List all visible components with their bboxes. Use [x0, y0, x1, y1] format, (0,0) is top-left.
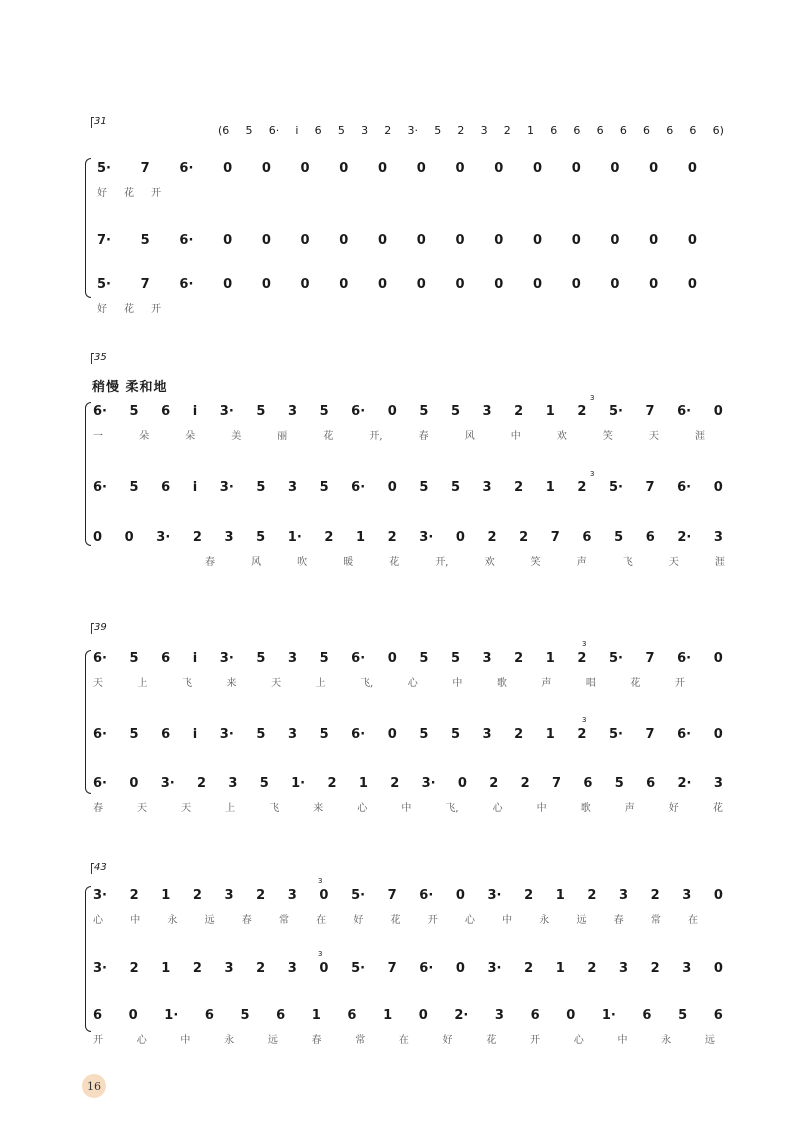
voice-notes: 6 0 1· 6 5 6 1 6 1 0 2· 3 6 0 1· 6 5 6: [93, 1007, 723, 1023]
voice-notes: 6· 5 6 i 3· 5 3 5 6· 0 5 5 3 2 1 2 5· 7 6· 0: [93, 650, 723, 666]
voice-notes: 6· 0 3· 2 3 5 1· 2 1 2 3· 0 2 2 7 6 5 6 2· 3: [93, 775, 723, 791]
voice-notes: 7· 5 6· 0 0 0 0 0 0 0 0 0 0 0 0 0: [97, 232, 697, 248]
measure-number: 31: [94, 116, 107, 127]
voice-lyric: 好 花 开: [97, 303, 161, 315]
page-number: 16: [82, 1074, 106, 1098]
system-brace: [85, 158, 91, 298]
voice-notes: 5· 7 6· 0 0 0 0 0 0 0 0 0 0 0 0 0: [97, 276, 697, 292]
voice-notes: 5· 7 6· 0 0 0 0 0 0 0 0 0 0 0 0 0: [97, 160, 697, 176]
voice-notes: 3· 2 1 2 3 2 3 0 5· 7 6· 0 3· 2 1 2 3 2 3 0: [93, 887, 723, 903]
measure-number: 35: [94, 352, 107, 363]
measure-number: 39: [94, 622, 107, 633]
octave-mark: 3: [318, 950, 323, 958]
voice-notes: 0 0 3· 2 3 5 1· 2 1 2 3· 0 2 2 7 6 5 6 2· 3: [93, 529, 723, 545]
voice-lyric: 天 上 飞 来 天 上 飞, 心 中 歌 声 唱 花 开: [93, 677, 685, 689]
voice-lyric: 春 天 天 上 飞 来 心 中 飞, 心 中 歌 声 好 花: [93, 802, 723, 814]
voice-lyric: 好 花 开: [97, 187, 161, 199]
system-brace: [85, 402, 91, 546]
voice-lyric: 一 朵 朵 美 丽 花 开, 春 风 中 欢 笑 天 涯: [93, 430, 705, 442]
voice-notes: 6· 5 6 i 3· 5 3 5 6· 0 5 5 3 2 1 2 5· 7 6· 0: [93, 479, 723, 495]
tempo-marking: 稍慢 柔和地: [92, 380, 168, 395]
instrumental-intro: (6 5 6· i 6 5 3 2 3· 5 2 3 2 1 6 6 6 6 6 6 6 6): [218, 123, 724, 137]
system-brace: [85, 886, 91, 1032]
voice-notes: 6· 5 6 i 3· 5 3 5 6· 0 5 5 3 2 1 2 5· 7 6· 0: [93, 726, 723, 742]
voice-lyric: 开 心 中 永 远 春 常 在 好 花 开 心 中 永 远: [93, 1034, 715, 1046]
voice-notes: 3· 2 1 2 3 2 3 0 5· 7 6· 0 3· 2 1 2 3 2 3 0: [93, 960, 723, 976]
measure-number: 43: [94, 862, 107, 873]
octave-mark: 3: [318, 877, 323, 885]
octave-mark: 3: [590, 394, 595, 402]
voice-notes: 6· 5 6 i 3· 5 3 5 6· 0 5 5 3 2 1 2 5· 7 6· 0: [93, 403, 723, 419]
octave-mark: 3: [590, 470, 595, 478]
voice-lyric: 春 风 吹 暖 花 开, 欢 笑 声 飞 天 涯: [205, 556, 725, 568]
octave-mark: 3: [582, 640, 587, 648]
system-brace: [85, 650, 91, 794]
voice-lyric: 心 中 永 远 春 常 在 好 花 开 心 中 永 远 春 常 在: [93, 914, 698, 926]
octave-mark: 3: [582, 716, 587, 724]
